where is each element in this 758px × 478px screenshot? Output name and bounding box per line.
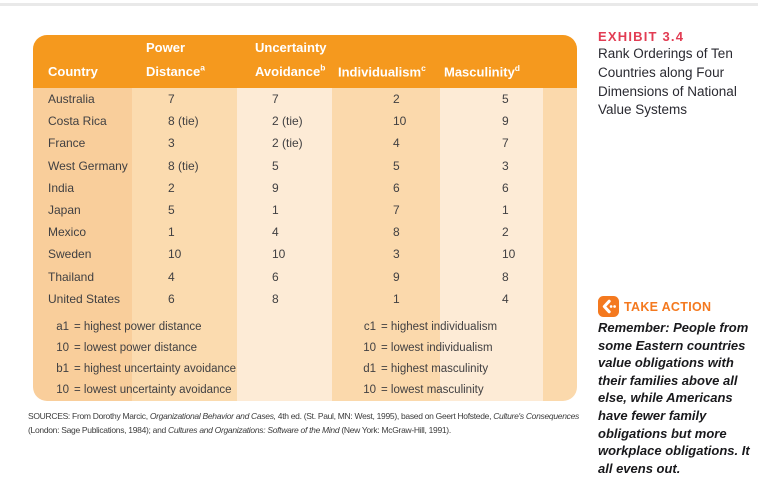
cell-uncertainty-avoidance: 7 <box>272 92 279 106</box>
column-header-uncertainty-avoidance <box>255 38 327 82</box>
cell-power-distance: 8 (tie) <box>168 114 199 129</box>
cell-masculinity: 7 <box>502 136 509 151</box>
cell-uncertainty-avoidance: 4 <box>272 225 279 240</box>
cell-country: West Germany <box>48 158 128 173</box>
cell-country: Sweden <box>48 247 92 262</box>
cell-masculinity: 10 <box>502 247 516 262</box>
cell-power-distance: 5 <box>168 202 175 217</box>
footnote-marker-d: d <box>514 62 520 73</box>
take-action-header <box>598 296 711 317</box>
cell-uncertainty-avoidance: 5 <box>272 158 279 173</box>
cell-individualism: 10 <box>393 114 407 129</box>
cell-individualism: 3 <box>393 247 400 262</box>
table-row <box>33 177 577 199</box>
table-header <box>33 35 577 88</box>
cell-individualism: 5 <box>393 158 400 173</box>
cell-country: United States <box>48 291 121 306</box>
cell-power-distance: 3 <box>168 136 175 151</box>
column-header-masculinity: Masculinity$^d$ <box>444 62 520 79</box>
take-action-text: Remember: People from some Eastern countries value obligations with their families above all else, while Americans have fewer family obligations but more workplace obligations. It all evens out. <box>598 320 750 476</box>
cell-individualism: 2 <box>393 92 400 106</box>
cell-uncertainty-avoidance: 10 <box>272 247 286 262</box>
table-row <box>33 288 577 310</box>
column-header-line1: Uncertainty <box>255 39 327 55</box>
table-row <box>33 132 577 154</box>
cell-power-distance: 10 <box>168 247 182 262</box>
take-action-back-arrow-icon <box>598 296 619 317</box>
cell-country: Thailand <box>48 269 95 284</box>
cell-masculinity: 4 <box>502 291 509 306</box>
cell-masculinity: 2 <box>502 225 509 240</box>
cell-country: France <box>48 136 86 151</box>
column-header-line2: Avoidance$^b$ <box>255 62 326 79</box>
exhibit-label: EXHIBIT 3.4 <box>598 29 685 44</box>
take-action-label: TAKE ACTION <box>624 299 712 314</box>
footnotes-left <box>53 317 236 401</box>
table-row <box>33 110 577 132</box>
footnote-marker-a: a <box>200 62 205 73</box>
footnote-marker-b: b <box>320 62 326 73</box>
exhibit-title: Rank Orderings of Ten Countries along Four Dimensions of National Value Systems <box>598 46 737 118</box>
cell-uncertainty-avoidance: 1 <box>272 202 279 217</box>
column-header-country <box>48 62 98 82</box>
cell-masculinity: 6 <box>502 180 509 195</box>
cell-uncertainty-avoidance: 8 <box>272 291 279 306</box>
cell-individualism: 8 <box>393 225 400 240</box>
cell-country: Mexico <box>48 225 87 240</box>
table-row <box>33 243 577 265</box>
column-header-power-distance <box>146 38 205 82</box>
table-row <box>33 199 577 221</box>
footnote-line: a1 = highest power distance <box>56 321 202 333</box>
table-row <box>33 155 577 177</box>
cell-power-distance: 1 <box>168 225 175 240</box>
sources-note: SOURCES: From Dorothy Marcic, Organizational Behavior and Cases, 4th ed. (St. Paul, MN: West, 1995), based on Geert Hofstede, Culture's Consequences (London: Sage Publications, 1984); and Cultures and Organizations: Software of the Mind (New York: McGraw-Hill, 1991). <box>28 411 579 435</box>
footnotes-right <box>360 317 497 401</box>
cell-individualism: 7 <box>393 202 400 217</box>
footnote-line: 10 = lowest power distance <box>56 342 198 354</box>
cell-country: Australia <box>48 92 95 106</box>
cell-country: Costa Rica <box>48 114 107 129</box>
footnote-line: 10 = lowest masculinity <box>363 384 484 396</box>
footnote-line: 10 = lowest uncertainty avoidance <box>56 384 232 396</box>
cell-power-distance: 4 <box>168 269 175 284</box>
footnote-marker-c: c <box>421 62 426 73</box>
cell-uncertainty-avoidance: 2 (tie) <box>272 114 303 129</box>
footnote-line: c1 = highest individualism <box>363 321 498 333</box>
column-header-line2: Distance$^a$ <box>146 62 205 79</box>
cell-masculinity: 5 <box>502 92 509 106</box>
cell-uncertainty-avoidance: 2 (tie) <box>272 136 303 151</box>
cell-power-distance: 8 (tie) <box>168 158 199 173</box>
cell-individualism: 9 <box>393 269 400 284</box>
cell-individualism: 1 <box>393 291 400 306</box>
cell-individualism: 6 <box>393 180 400 195</box>
cell-power-distance: 2 <box>168 180 175 195</box>
footnote-line: b1 = highest uncertainty avoidance <box>56 363 237 375</box>
table-row <box>33 221 577 243</box>
cell-uncertainty-avoidance: 9 <box>272 180 279 195</box>
cell-masculinity: 9 <box>502 114 509 129</box>
cell-uncertainty-avoidance: 6 <box>272 269 279 284</box>
cell-masculinity: 3 <box>502 158 509 173</box>
sidebar <box>598 0 758 478</box>
column-header-individualism: Individualism$^c$ <box>338 62 426 79</box>
cell-masculinity: 8 <box>502 269 509 284</box>
table-body <box>33 88 577 310</box>
cell-country: India <box>48 180 75 195</box>
table-row <box>33 266 577 288</box>
table-footnotes <box>33 310 577 401</box>
exhibit-table <box>33 35 577 401</box>
column-header-line1: Power <box>146 39 186 55</box>
footnote-line: d1 = highest masculinity <box>363 363 489 375</box>
cell-power-distance: 6 <box>168 291 175 306</box>
cell-individualism: 4 <box>393 136 400 151</box>
cell-power-distance: 7 <box>168 92 175 106</box>
footnote-line: 10 = lowest individualism <box>363 342 493 354</box>
cell-country: Japan <box>48 202 81 217</box>
column-header-label: Country <box>48 64 98 79</box>
cell-masculinity: 1 <box>502 202 509 217</box>
table-row <box>33 88 577 110</box>
